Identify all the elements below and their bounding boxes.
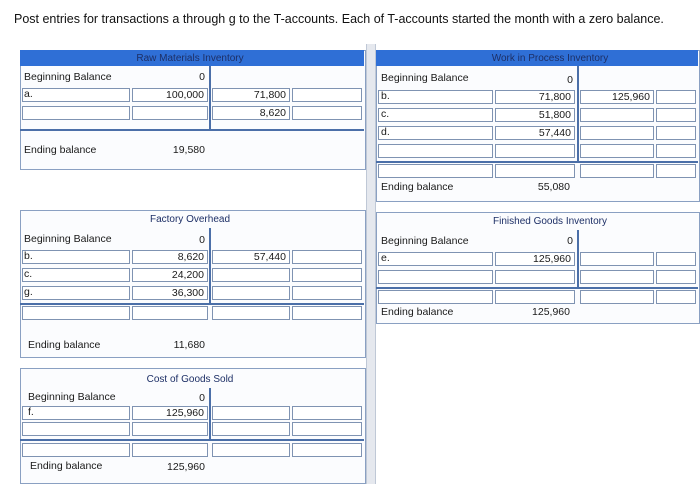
cogs-row3-credit-input[interactable] bbox=[212, 443, 290, 457]
foh-row1-extra-input[interactable] bbox=[292, 250, 362, 264]
cogs-row1-debit: 125,960 bbox=[166, 407, 204, 419]
wip-row3-label-input[interactable] bbox=[378, 126, 493, 140]
cogs-row1-label: f. bbox=[28, 406, 34, 418]
cogs-row1-label-input[interactable] bbox=[22, 406, 130, 420]
cogs-t-vertical bbox=[209, 388, 211, 440]
rm-row1-label: a. bbox=[24, 88, 33, 100]
panel-divider bbox=[366, 44, 376, 484]
cogs-t-horizontal bbox=[20, 439, 364, 441]
foh-row4-credit-input[interactable] bbox=[212, 306, 290, 320]
cogs-row3-label-input[interactable] bbox=[22, 443, 130, 457]
rm-row2-credit: 8,620 bbox=[259, 107, 286, 119]
wip-row3-credit-input[interactable] bbox=[580, 126, 654, 140]
wip-row2-credit-input[interactable] bbox=[580, 108, 654, 122]
fgi-title: Finished Goods Inventory bbox=[493, 216, 607, 227]
fgi-beginning-value: 0 bbox=[567, 235, 573, 247]
fgi-ending-label: Ending balance bbox=[381, 306, 454, 318]
cogs-ending-value: 125,960 bbox=[167, 461, 205, 473]
cogs-row1-extra-input[interactable] bbox=[292, 406, 362, 420]
foh-row3-debit: 36,300 bbox=[171, 287, 204, 299]
rm-row1-label-input[interactable] bbox=[22, 88, 130, 102]
rm-row1-debit: 100,000 bbox=[166, 89, 204, 101]
foh-t-horizontal bbox=[20, 303, 364, 305]
foh-t-vertical bbox=[209, 228, 211, 304]
wip-row1-label: b. bbox=[381, 90, 390, 102]
fgi-row3-extra-input[interactable] bbox=[656, 290, 696, 304]
foh-title: Factory Overhead bbox=[149, 214, 231, 225]
foh-row3-label-input[interactable] bbox=[22, 286, 130, 300]
rm-t-horizontal bbox=[20, 129, 364, 131]
foh-row1-credit: 57,440 bbox=[253, 251, 286, 263]
cogs-row2-credit-input[interactable] bbox=[212, 422, 290, 436]
foh-row1-debit: 8,620 bbox=[177, 251, 204, 263]
foh-row2-debit: 24,200 bbox=[171, 269, 204, 281]
wip-row1-label-input[interactable] bbox=[378, 90, 493, 104]
wip-row4-debit-input[interactable] bbox=[495, 144, 575, 158]
fgi-ending-value: 125,960 bbox=[532, 306, 570, 318]
rm-beginning-value: 0 bbox=[199, 71, 205, 83]
foh-row2-credit-input[interactable] bbox=[212, 268, 290, 282]
wip-row3-label: d. bbox=[381, 126, 390, 138]
foh-row1-label: b. bbox=[24, 250, 33, 262]
wip-row2-debit: 51,800 bbox=[538, 109, 571, 121]
fgi-row1-credit-input[interactable] bbox=[580, 252, 654, 266]
foh-ending-label: Ending balance bbox=[28, 339, 101, 351]
cogs-row1-credit-input[interactable] bbox=[212, 406, 290, 420]
rm-row1-credit: 71,800 bbox=[253, 89, 286, 101]
rm-row2-debit-input[interactable] bbox=[132, 106, 208, 120]
foh-row2-label: c. bbox=[24, 268, 33, 280]
fgi-t-horizontal bbox=[376, 287, 698, 289]
fgi-beginning-label: Beginning Balance bbox=[381, 235, 469, 247]
wip-row4-extra-input[interactable] bbox=[656, 144, 696, 158]
fgi-row2-extra-input[interactable] bbox=[656, 270, 696, 284]
wip-t-vertical bbox=[577, 66, 579, 162]
fgi-row1-extra-input[interactable] bbox=[656, 252, 696, 266]
foh-ending-value: 11,680 bbox=[173, 339, 205, 351]
wip-title: Work in Process Inventory bbox=[491, 53, 609, 64]
fgi-row2-debit-input[interactable] bbox=[495, 270, 575, 284]
foh-row1-label-input[interactable] bbox=[22, 250, 130, 264]
wip-row4-credit-input[interactable] bbox=[580, 144, 654, 158]
wip-ending-label: Ending balance bbox=[381, 181, 454, 193]
rm-beginning-label: Beginning Balance bbox=[24, 71, 112, 83]
wip-row5-extra-input[interactable] bbox=[656, 164, 696, 178]
fgi-row1-debit: 125,960 bbox=[533, 253, 571, 265]
rm-t-vertical bbox=[209, 66, 211, 130]
wip-row5-credit-input[interactable] bbox=[580, 164, 654, 178]
wip-row2-label: c. bbox=[381, 108, 390, 120]
fgi-row3-label-input[interactable] bbox=[378, 290, 493, 304]
foh-row2-label-input[interactable] bbox=[22, 268, 130, 282]
rm-row1-extra-input[interactable] bbox=[292, 88, 362, 102]
fgi-t-vertical bbox=[577, 230, 579, 288]
cogs-row2-debit-input[interactable] bbox=[132, 422, 208, 436]
wip-row5-label-input[interactable] bbox=[378, 164, 493, 178]
wip-t-horizontal bbox=[376, 161, 698, 163]
instructions: Post entries for transactions a through g to the T-accounts. Each of T-accounts started the month with a zero balance. bbox=[14, 12, 664, 26]
foh-row3-credit-input[interactable] bbox=[212, 286, 290, 300]
rm-row2-label-input[interactable] bbox=[22, 106, 130, 120]
fgi-row2-credit-input[interactable] bbox=[580, 270, 654, 284]
foh-row3-label: g. bbox=[24, 286, 33, 298]
cogs-row3-extra-input[interactable] bbox=[292, 443, 362, 457]
cogs-beginning-label: Beginning Balance bbox=[28, 391, 116, 403]
wip-row3-debit: 57,440 bbox=[538, 127, 571, 139]
wip-row2-label-input[interactable] bbox=[378, 108, 493, 122]
wip-row5-debit-input[interactable] bbox=[495, 164, 575, 178]
fgi-row1-label: e. bbox=[381, 252, 390, 264]
fgi-row1-label-input[interactable] bbox=[378, 252, 493, 266]
wip-row3-extra-input[interactable] bbox=[656, 126, 696, 140]
foh-row2-extra-input[interactable] bbox=[292, 268, 362, 282]
cogs-row3-debit-input[interactable] bbox=[132, 443, 208, 457]
wip-ending-value: 55,080 bbox=[537, 181, 570, 193]
cogs-ending-label: Ending balance bbox=[30, 460, 103, 472]
fgi-row3-debit-input[interactable] bbox=[495, 290, 575, 304]
cogs-row2-extra-input[interactable] bbox=[292, 422, 362, 436]
rm-row2-extra-input[interactable] bbox=[292, 106, 362, 120]
rm-ending-label: Ending balance bbox=[24, 144, 97, 156]
cogs-row2-label-input[interactable] bbox=[22, 422, 130, 436]
wip-row1-credit: 125,960 bbox=[612, 91, 650, 103]
foh-row4-extra-input[interactable] bbox=[292, 306, 362, 320]
foh-row3-extra-input[interactable] bbox=[292, 286, 362, 300]
foh-row4-label-input[interactable] bbox=[22, 306, 130, 320]
rm-title: Raw Materials Inventory bbox=[136, 53, 244, 64]
wip-row2-extra-input[interactable] bbox=[656, 108, 696, 122]
fgi-row3-credit-input[interactable] bbox=[580, 290, 654, 304]
wip-row4-label-input[interactable] bbox=[378, 144, 493, 158]
cogs-title: Cost of Goods Sold bbox=[146, 374, 234, 385]
foh-row4-debit-input[interactable] bbox=[132, 306, 208, 320]
cogs-beginning-value: 0 bbox=[199, 392, 205, 404]
foh-beginning-value: 0 bbox=[199, 234, 205, 246]
wip-beginning-value: 0 bbox=[567, 74, 573, 86]
fgi-row2-label-input[interactable] bbox=[378, 270, 493, 284]
wip-row1-debit: 71,800 bbox=[538, 91, 571, 103]
rm-ending-value: 19,580 bbox=[172, 144, 205, 156]
wip-row1-extra-input[interactable] bbox=[656, 90, 696, 104]
wip-beginning-label: Beginning Balance bbox=[381, 72, 469, 84]
foh-beginning-label: Beginning Balance bbox=[24, 233, 112, 245]
